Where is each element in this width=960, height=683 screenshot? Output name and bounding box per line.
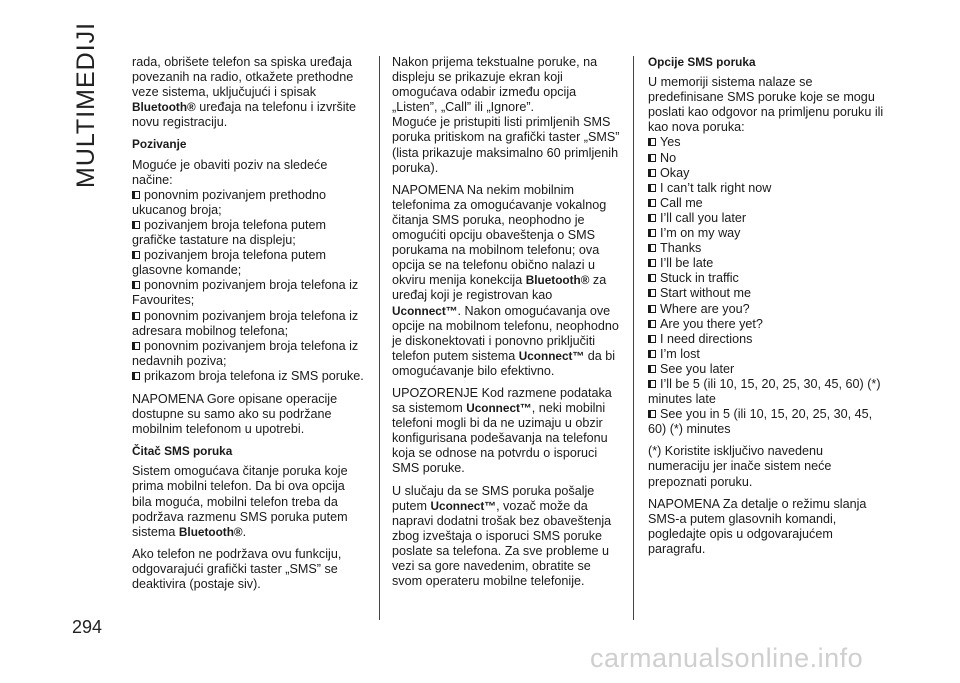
bullet-icon [648,365,656,373]
bullet-icon [132,342,140,350]
list-item: See you later [648,362,884,377]
list-item: Yes [648,135,884,150]
bullet-icon [648,335,656,343]
list-item: ponovnim pozivanjem broja telefona iz Favourites; [132,278,359,308]
bullet-icon [648,305,656,313]
list-item: Where are you? [648,302,884,317]
bullet-icon [648,274,656,282]
list-item: See you in 5 (ili 10, 15, 20, 25, 30, 45, 60) (*) minutes [648,407,873,437]
list-item: I’ll be 5 (ili 10, 15, 20, 25, 30, 45, 60) (*) minutes late [648,376,881,407]
paragraph: rada, obrišete telefon sa spiska uređaja povezanih na radio, otkažete prethodne veze sistema, uključujući i spisak Bluetooth® uređaja na telefonu i izvršite novu registraciju. [132,55,357,130]
note-paragraph: NAPOMENA Gore opisane operacije dostupne su samo ako su podržane mobilnim telefonom u upotrebi. [132,391,338,437]
bullet-icon [648,380,656,388]
paragraph: Moguće je pristupiti listi primljenih SMS poruka pritiskom na grafički taster „SMS” (lista prikazuje maksimalno 60 primljenih poruka). [392,115,620,175]
page-number: 294 [72,617,103,637]
bullet-icon [648,169,656,177]
heading-citac-sms: Čitač SMS poruka [132,444,233,459]
list-item: I can’t talk right now [648,181,884,196]
paragraph: Moguće je obaviti poziv na sledeće načine: [132,157,328,187]
bullet-icon [648,410,656,418]
bullet-icon [648,199,656,207]
bullet-icon [132,191,140,199]
bullet-icon [648,229,656,237]
paragraph: Nakon prijema tekstualne poruke, na displeju se prikazuje ekran koji omogućava odabir između opcija „Listen”, „Call” ili „Ignore”. [392,55,598,115]
list-item: I’m on my way [648,226,884,241]
list-item: prikazom broja telefona iz SMS poruke. [132,369,366,384]
list-item: Stuck in traffic [648,271,884,286]
column-1 [132,55,366,599]
list-item: Start without me [648,286,884,301]
bullet-icon [648,138,656,146]
list-item: Okay [648,166,884,181]
call-methods-list [132,188,366,384]
bullet-icon [132,281,140,289]
list-item: ponovnim pozivanjem broja telefona iz nedavnih poziva; [132,338,359,368]
note-paragraph: NAPOMENA Na nekim mobilnim telefonima za omogućavanje vokalnog čitanja SMS poruka, neophodno je omogućiti opciju obaveštenja o SMS porukama na mobilnom telefonu; ova opcija se na telefonu obično nalazi u okviru menija konekcija Bluetooth® za uređaj koji je registrovan kao Uconnect™. Nakon omogućavanja ove opcije na mobilnom telefonu, neophodno je diskonektovati i ponovno priključiti telefon putem sistema Uconnect™ da bi omogućavanje bilo efektivno. [392,182,619,378]
footnote: (*) Koristite isključivo navedenu numeraciju jer inače sistem neće prepoznati poruku. [648,444,832,489]
column-divider [379,56,380,620]
list-item: I’m lost [648,347,884,362]
paragraph: Sistem omogućava čitanje poruka koje prima mobilni telefon. Da bi ova opcija bila moguća, mobilni telefon treba da podržava razmenu SMS poruka putem sistema Bluetooth®. [132,464,348,539]
warning-paragraph: UPOZORENJE Kod razmene podataka sa sistemom Uconnect™, neki mobilni telefoni mogli bi da ne uzimaju u obzir konfigurisana podešavanja na telefonu koja se odnose na potvrdu o isporuci SMS poruke. [392,385,612,476]
bullet-icon [648,154,656,162]
note-paragraph: NAPOMENA Za detalje o režimu slanja SMS-a putem glasovnih komandi, pogledajte opis u odgovarajućem paragrafu. [648,496,867,556]
bullet-icon [132,372,140,380]
sms-options-list [648,135,884,437]
list-item: No [648,151,884,166]
bullet-icon [132,312,140,320]
list-item: ponovnim pozivanjem broja telefona iz adresara mobilnog telefona; [132,308,359,338]
list-item: I’ll be late [648,256,884,271]
bullet-icon [648,244,656,252]
bullet-icon [648,289,656,297]
list-item: I’ll call you later [648,211,884,226]
list-item: Are you there yet? [648,317,884,332]
paragraph: U slučaju da se SMS poruka pošalje putem Uconnect™, vozač može da napravi dodatni trošak bez obaveštenja zbog izveštaja o isporuci SMS poruke poslate sa telefona. Za sve probleme u vezi sa gore navedenim, obratite se svom operateru mobilne telefonije. [392,483,612,589]
bullet-icon [132,251,140,259]
list-item: Call me [648,196,884,211]
section-title: MULTIMEDIJI [72,21,100,188]
list-item: Thanks [648,241,884,256]
bullet-icon [132,221,140,229]
watermark: carmanualsonline.info [590,643,864,673]
list-item: I need directions [648,332,884,347]
bullet-icon [648,214,656,222]
paragraph: U memoriji sistema nalaze se predefinisane SMS poruke koje se mogu poslati kao odgovor na primljenu poruku ili kao nova poruka: [648,75,884,135]
heading-pozivanje: Pozivanje [132,137,187,152]
bullet-icon [648,320,656,328]
column-3 [648,55,884,564]
bullet-icon [648,350,656,358]
column-2 [392,55,624,596]
bullet-icon [648,184,656,192]
paragraph: Ako telefon ne podržava ovu funkciju, odgovarajući grafički taster „SMS” se deaktivira (postaje siv). [132,546,342,591]
heading-opcije-sms: Opcije SMS poruka [648,55,756,69]
list-item: pozivanjem broja telefona putem glasovne komande; [132,248,327,278]
bullet-icon [648,259,656,267]
list-item: ponovnim pozivanjem prethodno ukucanog broja; [132,187,327,217]
column-divider [633,56,634,620]
list-item: pozivanjem broja telefona putem grafičke tastature na displeju; [132,217,327,248]
